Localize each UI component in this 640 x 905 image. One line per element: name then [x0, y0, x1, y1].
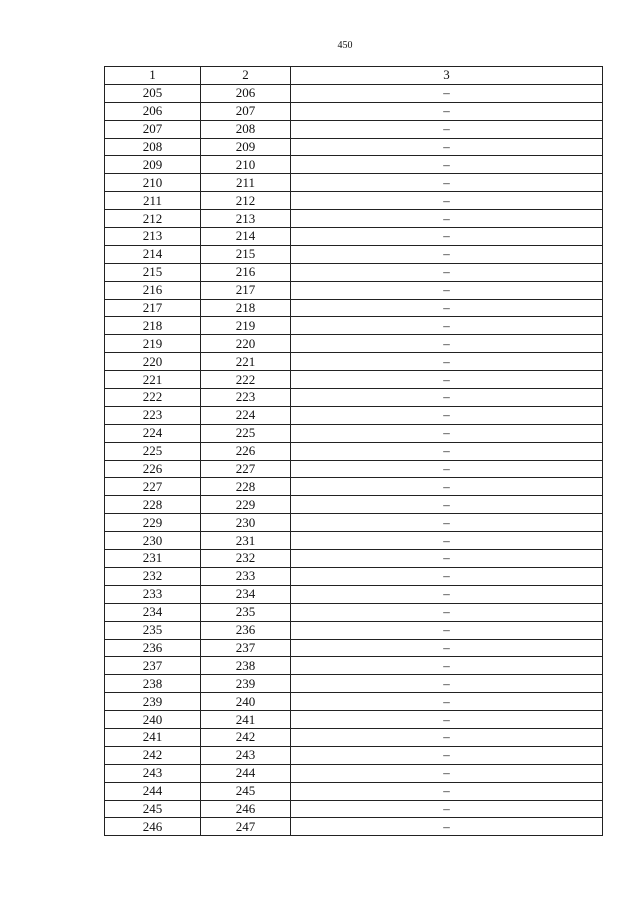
table-cell-col-1: 226	[105, 460, 201, 478]
table-cell-col-2: 230	[201, 514, 291, 532]
table-row	[105, 156, 603, 174]
table-row	[105, 389, 603, 407]
table-cell-col-3: –	[291, 728, 603, 746]
table-cell-col-2: 212	[201, 192, 291, 210]
table-cell-col-3: –	[291, 263, 603, 281]
table-cell-col-1: 222	[105, 389, 201, 407]
table-cell-col-2: 210	[201, 156, 291, 174]
table-row	[105, 764, 603, 782]
table-cell-col-2: 217	[201, 281, 291, 299]
table-cell-col-1: 235	[105, 621, 201, 639]
table-cell-col-3: –	[291, 335, 603, 353]
table-row	[105, 603, 603, 621]
table-cell-col-3: –	[291, 210, 603, 228]
data-table	[104, 66, 603, 836]
table-cell-col-3: –	[291, 299, 603, 317]
table-cell-col-3: –	[291, 800, 603, 818]
table-cell-col-3: –	[291, 782, 603, 800]
table-cell-col-2: 222	[201, 371, 291, 389]
table-cell-col-2: 229	[201, 496, 291, 514]
table-cell-col-2: 218	[201, 299, 291, 317]
table-cell-col-2: 235	[201, 603, 291, 621]
table-row	[105, 782, 603, 800]
table-cell-col-1: 231	[105, 550, 201, 568]
table-cell-col-3: –	[291, 84, 603, 102]
table-cell-col-2: 239	[201, 675, 291, 693]
table-cell-col-3: –	[291, 478, 603, 496]
table-cell-col-1: 238	[105, 675, 201, 693]
table-cell-col-2: 211	[201, 174, 291, 192]
table-row	[105, 496, 603, 514]
table-row	[105, 192, 603, 210]
table-cell-col-3: –	[291, 442, 603, 460]
table-cell-col-3: –	[291, 550, 603, 568]
table-cell-col-2: 206	[201, 84, 291, 102]
table-cell-col-2: 225	[201, 424, 291, 442]
table-cell-col-3: –	[291, 532, 603, 550]
table-cell-col-3: –	[291, 245, 603, 263]
table-cell-col-3: –	[291, 746, 603, 764]
table-cell-col-2: 228	[201, 478, 291, 496]
table-cell-col-1: 220	[105, 353, 201, 371]
table-cell-col-1: 234	[105, 603, 201, 621]
table-cell-col-3: –	[291, 317, 603, 335]
table-cell-col-1: 219	[105, 335, 201, 353]
table-cell-col-1: 241	[105, 728, 201, 746]
table-cell-col-1: 208	[105, 138, 201, 156]
table-row	[105, 460, 603, 478]
table-row	[105, 728, 603, 746]
table-cell-col-2: 220	[201, 335, 291, 353]
table-row	[105, 281, 603, 299]
table-cell-col-3: –	[291, 120, 603, 138]
table-cell-col-3: –	[291, 228, 603, 246]
table-cell-col-3: –	[291, 514, 603, 532]
table-cell-col-3: –	[291, 675, 603, 693]
table-row	[105, 335, 603, 353]
table-cell-col-2: 219	[201, 317, 291, 335]
table-cell-col-3: –	[291, 657, 603, 675]
table-cell-col-1: 246	[105, 818, 201, 836]
table-cell-col-1: 207	[105, 120, 201, 138]
table-cell-col-3: –	[291, 585, 603, 603]
table-cell-col-3: –	[291, 174, 603, 192]
table-cell-col-2: 231	[201, 532, 291, 550]
column-header-3: 3	[291, 67, 603, 85]
table-cell-col-1: 240	[105, 711, 201, 729]
table-cell-col-3: –	[291, 389, 603, 407]
table-cell-col-2: 215	[201, 245, 291, 263]
table-cell-col-3: –	[291, 281, 603, 299]
table-cell-col-1: 218	[105, 317, 201, 335]
table-cell-col-1: 228	[105, 496, 201, 514]
table-row	[105, 746, 603, 764]
table-cell-col-1: 242	[105, 746, 201, 764]
table-row	[105, 317, 603, 335]
table-cell-col-1: 223	[105, 406, 201, 424]
table-row	[105, 621, 603, 639]
table-cell-col-2: 233	[201, 567, 291, 585]
table-cell-col-3: –	[291, 460, 603, 478]
table-cell-col-2: 223	[201, 389, 291, 407]
table-body	[105, 84, 603, 835]
table-cell-col-2: 208	[201, 120, 291, 138]
table-cell-col-2: 213	[201, 210, 291, 228]
table-cell-col-1: 206	[105, 102, 201, 120]
table-row	[105, 245, 603, 263]
table-row	[105, 585, 603, 603]
table-cell-col-1: 245	[105, 800, 201, 818]
table-cell-col-2: 246	[201, 800, 291, 818]
table-row	[105, 800, 603, 818]
table-cell-col-2: 243	[201, 746, 291, 764]
table-cell-col-3: –	[291, 764, 603, 782]
table-row	[105, 174, 603, 192]
table-cell-col-3: –	[291, 353, 603, 371]
table-row	[105, 138, 603, 156]
table-cell-col-1: 212	[105, 210, 201, 228]
table-cell-col-1: 214	[105, 245, 201, 263]
table-row	[105, 210, 603, 228]
table-cell-col-1: 244	[105, 782, 201, 800]
table-cell-col-2: 207	[201, 102, 291, 120]
table-cell-col-3: –	[291, 406, 603, 424]
table-cell-col-1: 221	[105, 371, 201, 389]
table-cell-col-3: –	[291, 496, 603, 514]
table-cell-col-2: 214	[201, 228, 291, 246]
table-cell-col-3: –	[291, 138, 603, 156]
table-row	[105, 299, 603, 317]
table-cell-col-2: 227	[201, 460, 291, 478]
table-cell-col-3: –	[291, 621, 603, 639]
table-row	[105, 442, 603, 460]
table-cell-col-2: 224	[201, 406, 291, 424]
table-cell-col-1: 237	[105, 657, 201, 675]
column-header-1: 1	[105, 67, 201, 85]
table-cell-col-2: 216	[201, 263, 291, 281]
table-cell-col-2: 234	[201, 585, 291, 603]
table-cell-col-2: 245	[201, 782, 291, 800]
table-row	[105, 514, 603, 532]
table-cell-col-1: 233	[105, 585, 201, 603]
table-cell-col-1: 205	[105, 84, 201, 102]
table-row	[105, 818, 603, 836]
table-row	[105, 567, 603, 585]
table-row	[105, 550, 603, 568]
table-cell-col-1: 229	[105, 514, 201, 532]
table-cell-col-3: –	[291, 371, 603, 389]
table-row	[105, 639, 603, 657]
table-cell-col-1: 227	[105, 478, 201, 496]
table-cell-col-2: 236	[201, 621, 291, 639]
table-cell-col-2: 242	[201, 728, 291, 746]
table-cell-col-1: 236	[105, 639, 201, 657]
table-header-row	[105, 67, 603, 85]
table-cell-col-1: 225	[105, 442, 201, 460]
table-cell-col-1: 232	[105, 567, 201, 585]
table-row	[105, 657, 603, 675]
table-cell-col-2: 226	[201, 442, 291, 460]
table-row	[105, 406, 603, 424]
table-row	[105, 711, 603, 729]
table-cell-col-3: –	[291, 711, 603, 729]
table-cell-col-2: 238	[201, 657, 291, 675]
table-cell-col-3: –	[291, 818, 603, 836]
table-cell-col-1: 213	[105, 228, 201, 246]
table-cell-col-3: –	[291, 192, 603, 210]
table-row	[105, 478, 603, 496]
table-cell-col-1: 217	[105, 299, 201, 317]
table-cell-col-3: –	[291, 424, 603, 442]
table-cell-col-2: 247	[201, 818, 291, 836]
table-row	[105, 263, 603, 281]
table-row	[105, 371, 603, 389]
table-row	[105, 424, 603, 442]
column-header-2: 2	[201, 67, 291, 85]
table-cell-col-1: 211	[105, 192, 201, 210]
table-cell-col-2: 221	[201, 353, 291, 371]
table-cell-col-3: –	[291, 567, 603, 585]
table-cell-col-1: 215	[105, 263, 201, 281]
table-cell-col-1: 230	[105, 532, 201, 550]
table-cell-col-2: 240	[201, 693, 291, 711]
table-row	[105, 675, 603, 693]
table-cell-col-2: 232	[201, 550, 291, 568]
table-cell-col-3: –	[291, 603, 603, 621]
table-cell-col-3: –	[291, 693, 603, 711]
table-row	[105, 228, 603, 246]
table-cell-col-1: 216	[105, 281, 201, 299]
table-row	[105, 693, 603, 711]
table-cell-col-3: –	[291, 639, 603, 657]
table-row	[105, 353, 603, 371]
table-row	[105, 120, 603, 138]
table-cell-col-2: 241	[201, 711, 291, 729]
table-row	[105, 102, 603, 120]
table-cell-col-1: 210	[105, 174, 201, 192]
table-cell-col-2: 244	[201, 764, 291, 782]
table-cell-col-2: 209	[201, 138, 291, 156]
table-row	[105, 532, 603, 550]
table-cell-col-3: –	[291, 156, 603, 174]
table-cell-col-1: 224	[105, 424, 201, 442]
table-row	[105, 84, 603, 102]
page-number: 450	[337, 40, 353, 51]
table-cell-col-1: 209	[105, 156, 201, 174]
table-cell-col-1: 239	[105, 693, 201, 711]
table-cell-col-3: –	[291, 102, 603, 120]
table-cell-col-2: 237	[201, 639, 291, 657]
table-cell-col-1: 243	[105, 764, 201, 782]
